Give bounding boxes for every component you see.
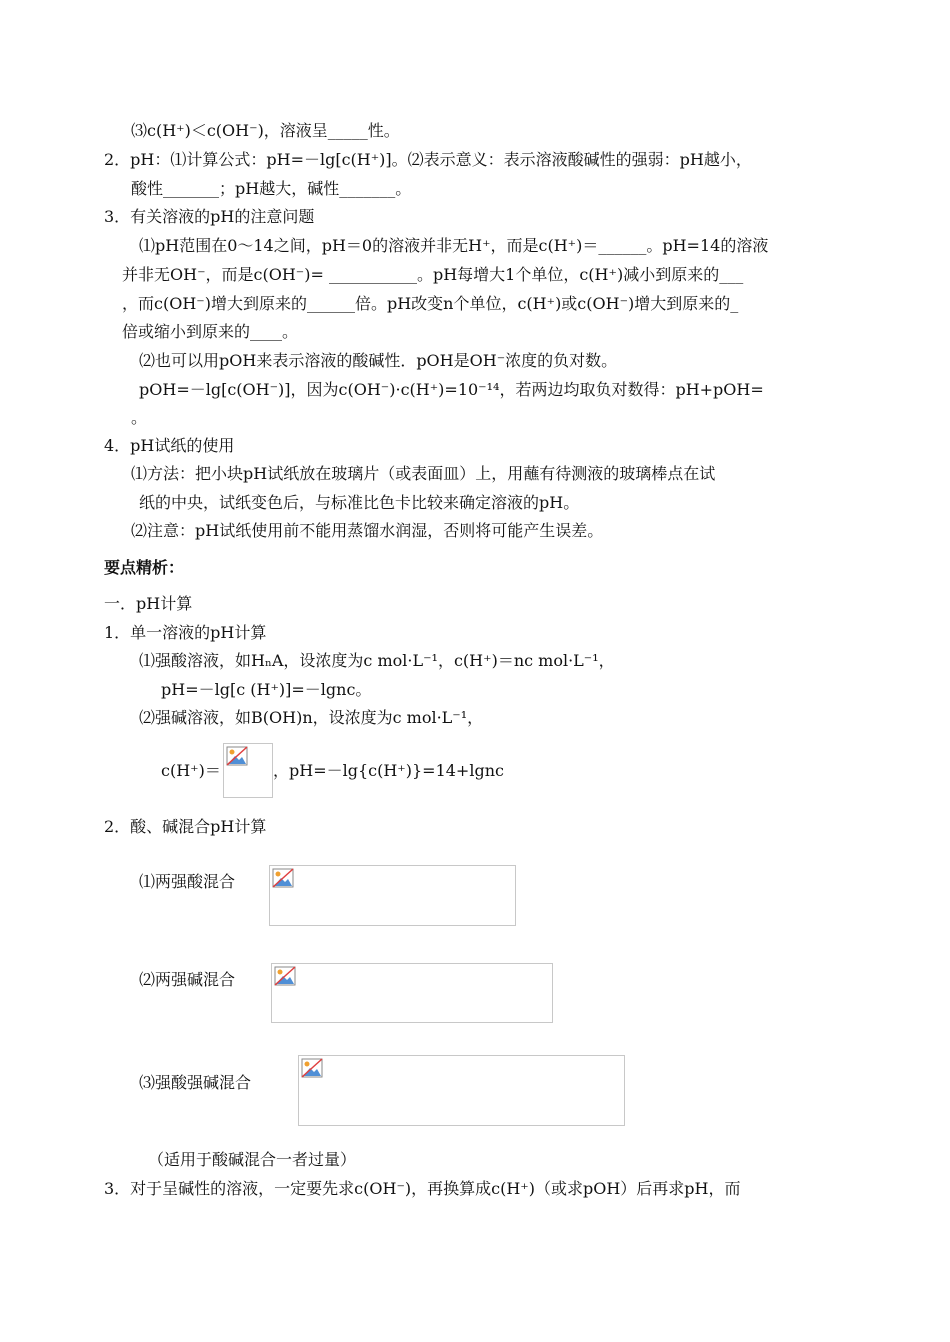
formula-image xyxy=(271,963,553,1023)
text-line: ⑴强酸溶液，如HₙA，设浓度为c mol·L⁻¹，c(H⁺)＝nc mol·L⁻¹， xyxy=(139,651,615,670)
text-line: pH=－lg[c (H⁺)]=－lgnc。 xyxy=(161,680,372,699)
section-heading: 2．酸、碱混合pH计算 xyxy=(104,817,267,836)
text-line: ⑵两强碱混合 xyxy=(139,970,236,989)
text-line: 酸性_______；pH越大，碱性_______。 xyxy=(131,179,412,198)
text-line: ⑵注意：pH试纸使用前不能用蒸馏水润湿，否则将可能产生误差。 xyxy=(131,521,604,540)
section-heading: 4．pH试纸的使用 xyxy=(104,436,235,455)
text-line: 3．对于呈碱性的溶液，一定要先求c(OH⁻)，再换算成c(H⁺)（或求pOH）后再求pH，而 xyxy=(104,1179,741,1198)
broken-image-icon xyxy=(274,966,296,986)
text-line: ⑴方法：把小块pH试纸放在玻璃片（或表面皿）上，用蘸有待测液的玻璃棒点在试 xyxy=(131,464,716,483)
broken-image-icon xyxy=(272,868,294,888)
formula-image xyxy=(298,1055,625,1126)
text-line: 倍或缩小到原来的____。 xyxy=(122,322,299,341)
text-line: ，pH=－lg{c(H⁺)}=14+lgnc xyxy=(273,761,504,780)
text-line: ⑴pH范围在0～14之间，pH＝0的溶液并非无H⁺，而是c(H⁺)＝______。pH=14的溶液 xyxy=(139,236,769,255)
section-heading: 一．pH计算 xyxy=(104,594,193,613)
text-line: ⑴两强酸混合 xyxy=(139,872,236,891)
text-line: （适用于酸碱混合一者过量） xyxy=(148,1150,357,1169)
text-line: ⑵也可以用pOH来表示溶液的酸碱性．pOH是OH⁻浓度的负对数。 xyxy=(139,351,618,370)
formula-image xyxy=(223,743,273,798)
text-line: ⑶强酸强碱混合 xyxy=(139,1073,252,1092)
broken-image-icon xyxy=(226,746,248,766)
text-line: 2．pH：⑴计算公式：pH=－lg[c(H⁺)]。⑵表示意义：表示溶液酸碱性的强弱：pH越小， xyxy=(104,150,752,169)
text-line: 纸的中央，试纸变色后，与标准比色卡比较来确定溶液的pH。 xyxy=(139,493,580,512)
text-line: c(H⁺)＝ xyxy=(161,761,221,780)
text-line: ⑶c(H⁺)＜c(OH⁻)，溶液呈_____性。 xyxy=(131,121,400,140)
text-line: 。 xyxy=(131,408,148,427)
text-line: ，而c(OH⁻)增大到原来的______倍。pH改变n个单位，c(H⁺)或c(OH⁻)增大到原来的_ xyxy=(122,294,739,313)
text-line: 并非无OH⁻，而是c(OH⁻)= ___________。pH每增大1个单位，c(H⁺)减小到原来的___ xyxy=(122,265,744,284)
broken-image-icon xyxy=(301,1058,323,1078)
key-points-heading: 要点精析： xyxy=(104,558,185,577)
text-line: pOH=－lg[c(OH⁻)]，因为c(OH⁻)·c(H⁺)=10⁻¹⁴，若两边均取负对数得：pH+pOH= xyxy=(139,380,764,399)
section-heading: 3．有关溶液的pH的注意问题 xyxy=(104,207,315,226)
formula-image xyxy=(269,865,516,926)
section-heading: 1．单一溶液的pH计算 xyxy=(104,623,267,642)
text-line: ⑵强碱溶液，如B(OH)n，设浓度为c mol·L⁻¹， xyxy=(139,708,484,727)
